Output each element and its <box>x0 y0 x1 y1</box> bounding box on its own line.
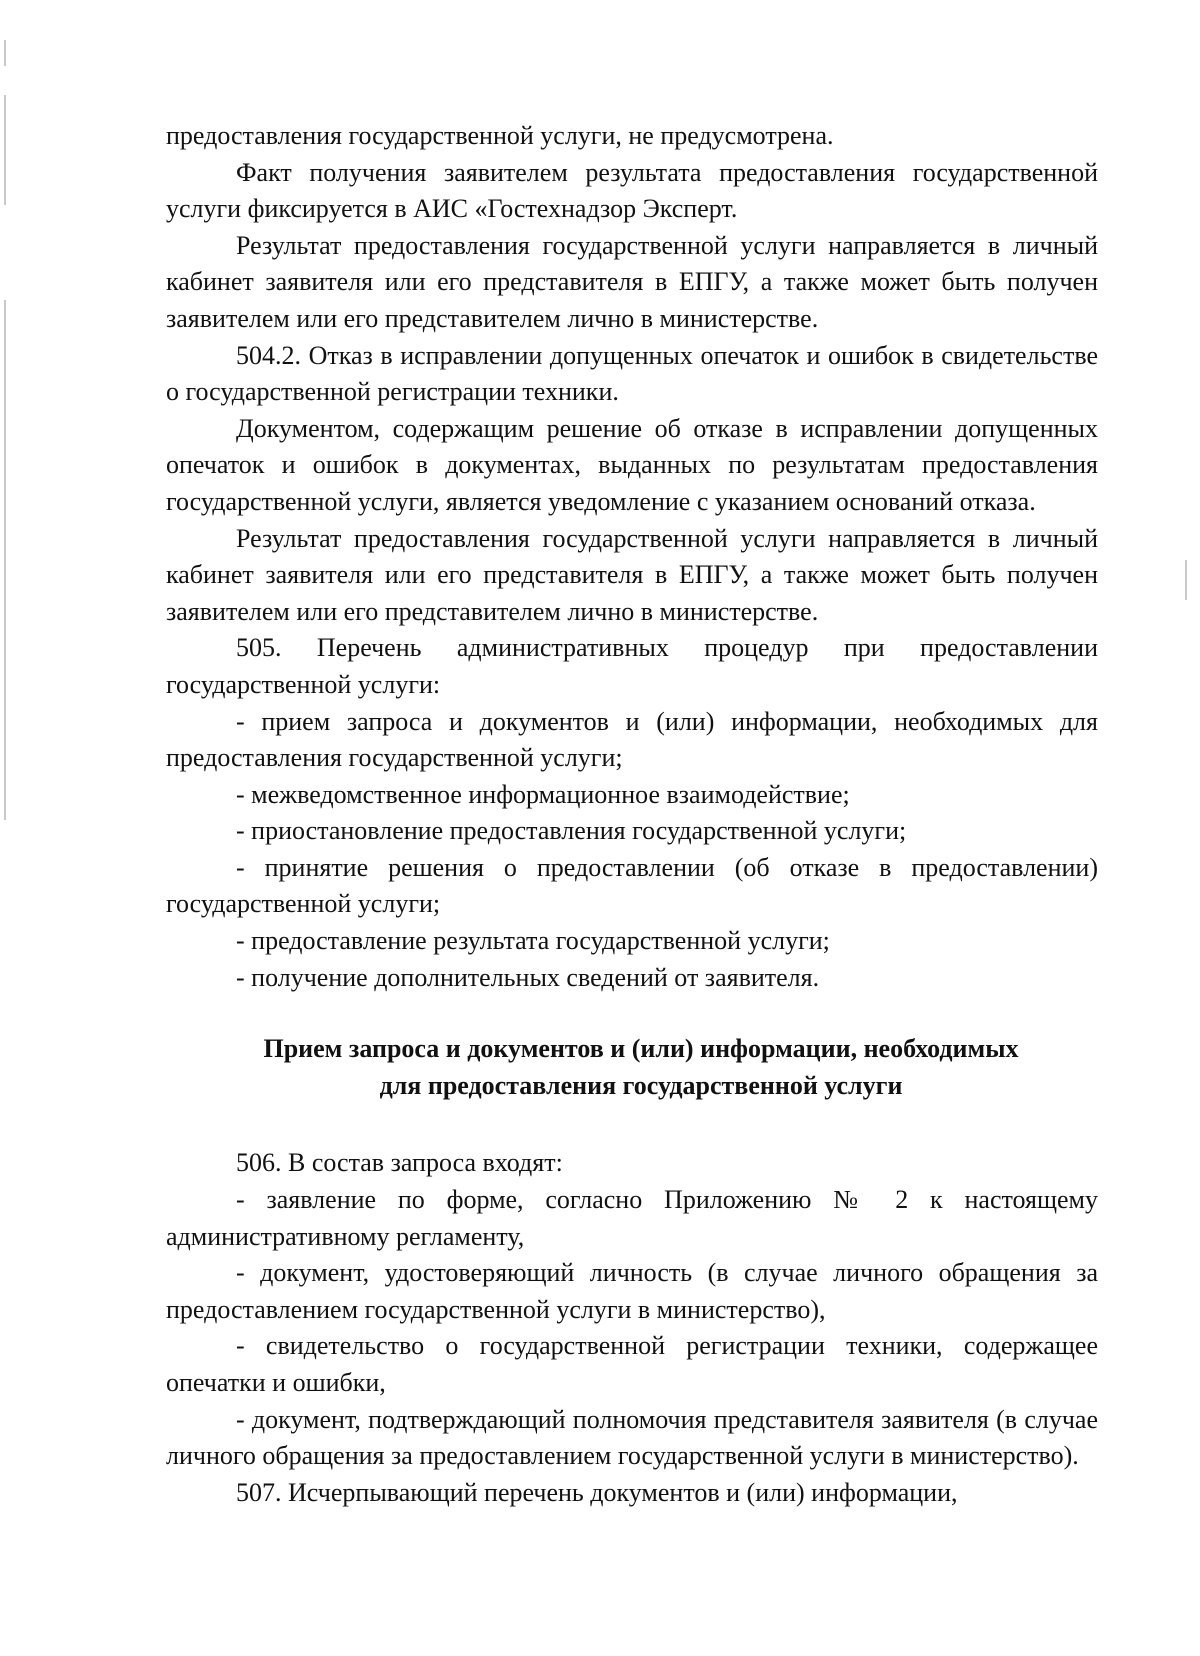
section-heading-line: для предоставления государственной услуги <box>379 1070 903 1100</box>
paragraph: Документом, содержащим решение об отказе в исправлении допущенных опечаток и ошибок в документах, выданных по результатам предоставления государственной услуги, является уведомление с указанием оснований отказа. <box>166 413 1098 516</box>
list-item: - свидетельство о государственной регистрации техники, содержащее опечатки и ошибки, <box>166 1331 1098 1397</box>
section-heading-line: Прием запроса и документов и (или) информации, необходимых <box>263 1034 1019 1064</box>
paragraph-group-top <box>166 118 1098 996</box>
paragraph: 506. В состав запроса входят: <box>236 1148 563 1178</box>
paragraph: 505. Перечень административных процедур при предоставлении государственной услуги: <box>166 633 1098 699</box>
document-body <box>166 118 1098 1511</box>
paragraph: Результат предоставления государственной услуги направляется в личный кабинет заявителя или его представителя в ЕПГУ, а также может быть получен заявителем или его представителем лично в министерстве. <box>166 523 1098 626</box>
paragraph: 504.2. Отказ в исправлении допущенных опечаток и ошибок в свидетельстве о государственной регистрации техники. <box>166 340 1098 407</box>
scan-artifact-left <box>4 95 6 205</box>
scan-artifact-left <box>4 40 6 66</box>
list-item: - приостановление предоставления государственной услуги; <box>236 816 907 846</box>
scan-artifact-left <box>4 300 6 820</box>
list-item: - заявление по форме, согласно Приложению № 2 к настоящему административному регламенту, <box>166 1185 1098 1251</box>
list-item: - прием запроса и документов и (или) информации, необходимых для предоставления государственной услуги; <box>166 706 1098 773</box>
list-item: - документ, удостоверяющий личность (в случае личного обращения за предоставлением государственной услуги в министерство), <box>166 1258 1098 1324</box>
paragraph: Результат предоставления государственной услуги направляется в личный кабинет заявителя или его представителя в ЕПГУ, а также может быть получен заявителем или его представителем лично в министерстве. <box>166 230 1098 333</box>
paragraph: 507. Исчерпывающий перечень документов и (или) информации, <box>236 1477 958 1507</box>
list-item: - принятие решения о предоставлении (об отказе в предоставлении) государственной услуги; <box>166 852 1098 919</box>
paragraph: Факт получения заявителем результата предоставления государственной услуги фиксируется в АИС «Гостехнадзор Эксперт. <box>166 157 1098 224</box>
list-item: - межведомственное информационное взаимодействие; <box>236 779 850 809</box>
section-heading <box>166 1031 1098 1104</box>
list-item: - предоставление результата государственной услуги; <box>236 926 830 956</box>
paragraph-group-bottom <box>166 1145 1098 1511</box>
list-item: - документ, подтверждающий полномочия представителя заявителя (в случае личного обращения за предоставлением государственной услуги в министерство). <box>166 1404 1098 1471</box>
list-item: - получение дополнительных сведений от заявителя. <box>236 962 820 992</box>
paragraph: предоставления государственной услуги, не предусмотрена. <box>166 121 834 150</box>
scan-artifact-right <box>1185 560 1187 600</box>
